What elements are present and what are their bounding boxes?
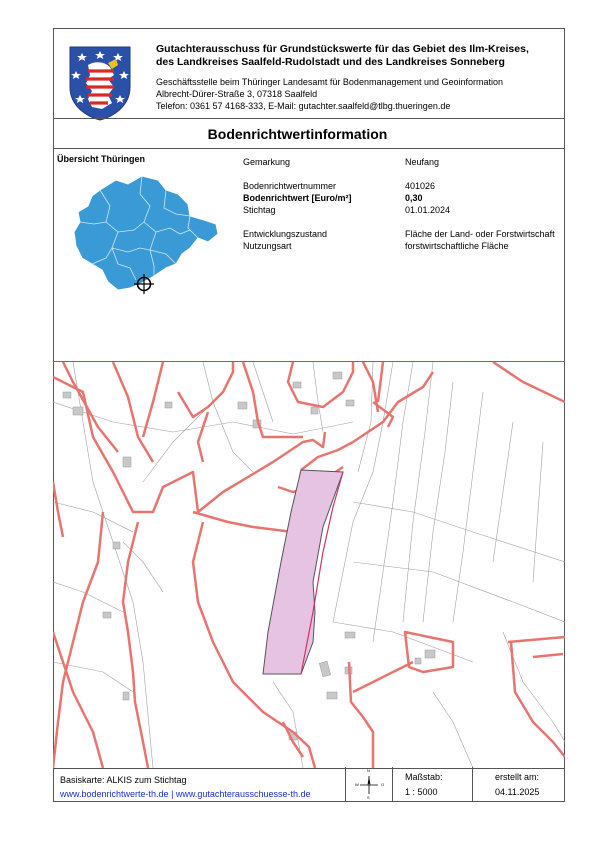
contact-text: Telefon: 0361 57 4168-333, E-Mail: gutachter.saalfeld@tlbg.thueringen.de <box>156 101 451 111</box>
scale-cell <box>392 767 472 802</box>
info-value-brw-number: 401026 <box>405 181 436 191</box>
info-value-stichtag: 01.01.2024 <box>405 205 451 215</box>
coat-of-arms-icon <box>68 45 132 121</box>
highlighted-zone <box>263 470 343 674</box>
compass-n: N <box>367 768 370 773</box>
header-divider <box>53 118 565 119</box>
crosshair-marker-icon <box>134 274 154 294</box>
scale-label: Maßstab: <box>405 772 443 782</box>
overview-label: Übersicht Thüringen <box>57 154 146 164</box>
info-value-gemarkung: Neufang <box>405 157 440 167</box>
header-title-line-2: des Landkreises Saalfeld-Rudolstadt und des Landkreises Sonneberg <box>156 56 505 68</box>
compass-w: W <box>355 782 359 787</box>
info-value-brw: 0,30 <box>405 193 423 203</box>
link-separator: | <box>168 789 176 799</box>
info-label-brw-number: Bodenrichtwertnummer <box>243 181 337 191</box>
footer-links <box>60 789 310 800</box>
info-label-gemarkung: Gemarkung <box>243 157 291 167</box>
info-value-nutzungsart: forstwirtschaftliche Fläche <box>405 241 509 251</box>
document-title: Bodenrichtwertinformation <box>207 126 388 142</box>
info-value-entwicklungszustand: Fläche der Land- oder Forstwirtschaft <box>405 229 555 239</box>
compass-e: O <box>381 782 385 787</box>
info-label-stichtag: Stichtag <box>243 205 276 215</box>
created-label: erstellt am: <box>495 772 540 782</box>
info-label-nutzungsart: Nutzungsart <box>243 241 292 251</box>
scale-value: 1 : 5000 <box>405 787 438 797</box>
compass-cell <box>345 767 392 802</box>
info-label-entwicklungszustand: Entwicklungszustand <box>243 229 328 239</box>
address-text: Albrecht-Dürer-Straße 3, 07318 Saalfeld <box>156 89 318 99</box>
buildings <box>63 372 435 740</box>
compass-s: S <box>367 795 370 800</box>
info-label-brw: Bodenrichtwert [Euro/m²] <box>243 193 352 203</box>
header-title-line-1: Gutachterausschuss für Grundstückswerte für das Gebiet des Ilm-Kreises, <box>156 43 529 55</box>
basemap-label: Basiskarte: ALKIS zum Stichtag <box>60 775 187 785</box>
office-text: Geschäftsstelle beim Thüringer Landesamt für Bodenmanagement und Geoinformation <box>156 77 504 87</box>
title-divider <box>53 148 565 149</box>
link-bodenrichtwerte[interactable]: www.bodenrichtwerte-th.de <box>60 789 169 799</box>
created-cell <box>472 767 565 802</box>
link-gutachterausschuesse[interactable]: www.gutachterausschuesse-th.de <box>175 789 311 799</box>
cadastral-map[interactable] <box>53 361 565 769</box>
created-value: 04.11.2025 <box>495 787 540 797</box>
